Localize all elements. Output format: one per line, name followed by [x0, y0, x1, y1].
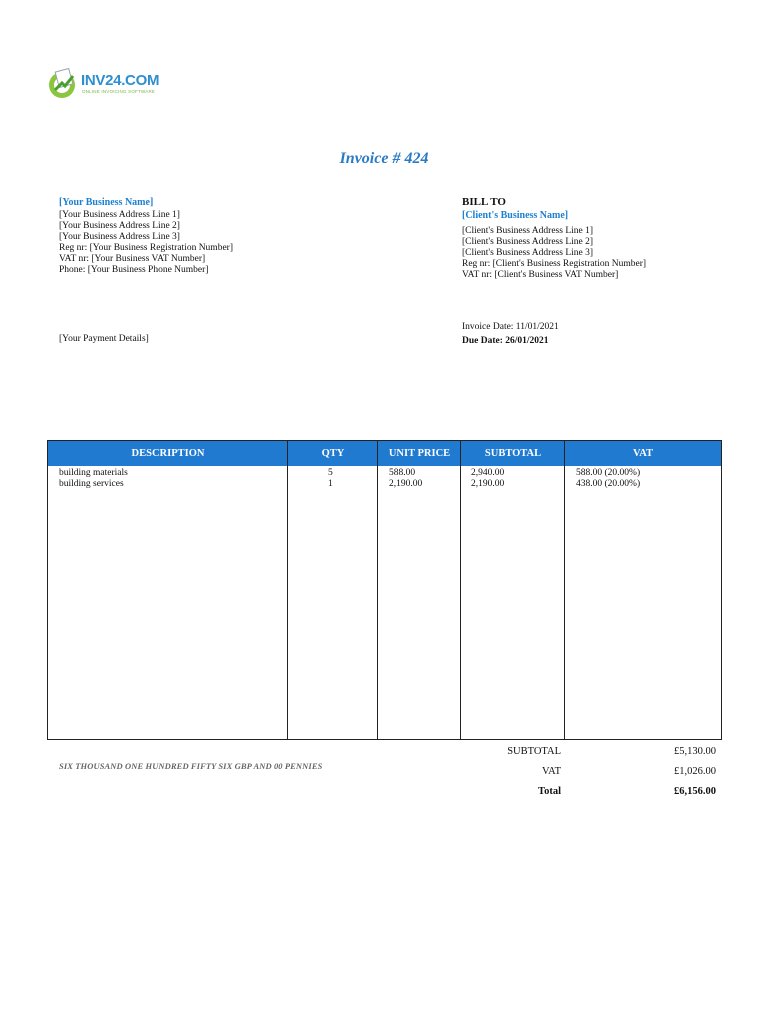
header-subtotal: SUBTOTAL — [484, 448, 542, 459]
cell-subtotal: 2,940.00 — [471, 468, 505, 478]
cell-description: building materials — [59, 468, 128, 478]
cell-vat: 588.00 (20.00%) — [576, 468, 641, 478]
logo-name: INV24.COM — [81, 72, 160, 89]
invoice-dates — [462, 320, 559, 348]
business-phone: Phone: [Your Business Phone Number] — [59, 265, 209, 275]
subtotal-row — [460, 742, 722, 762]
business-address-line-1: [Your Business Address Line 1] — [59, 210, 180, 220]
subtotal-value: £5,130.00 — [674, 746, 716, 757]
business-address-line-2: [Your Business Address Line 2] — [59, 221, 180, 231]
cell-qty: 1 — [328, 479, 333, 489]
total-label: Total — [538, 786, 561, 797]
client-vat-number: VAT nr: [Client's Business VAT Number] — [462, 270, 619, 280]
logo-emblem-icon — [47, 66, 79, 100]
subtotal-label: SUBTOTAL — [507, 746, 561, 757]
header-description: DESCRIPTION — [131, 448, 205, 459]
invoice-date: Invoice Date: 11/01/2021 — [462, 322, 559, 332]
total-value: £6,156.00 — [674, 786, 716, 797]
client-address-line-3: [Client's Business Address Line 3] — [462, 248, 594, 258]
total-row — [460, 782, 722, 802]
vat-label: VAT — [541, 766, 561, 777]
business-vat-number: VAT nr: [Your Business VAT Number] — [59, 254, 206, 264]
header-qty: QTY — [321, 448, 345, 459]
cell-unit-price: 588.00 — [389, 468, 416, 478]
header-unit-price: UNIT PRICE — [388, 448, 451, 459]
due-date: Due Date: 26/01/2021 — [462, 336, 549, 346]
client-name: [Client's Business Name] — [462, 210, 569, 221]
bill-to-details — [462, 197, 646, 281]
business-reg-number: Reg nr: [Your Business Registration Number] — [59, 243, 233, 253]
client-address-line-2: [Client's Business Address Line 2] — [462, 237, 594, 247]
business-name: [Your Business Name] — [59, 197, 154, 208]
cell-subtotal: 2,190.00 — [471, 479, 505, 489]
cell-unit-price: 2,190.00 — [389, 479, 423, 489]
cell-description: building services — [59, 479, 124, 489]
company-logo — [47, 66, 160, 102]
totals-summary — [460, 742, 722, 802]
business-details — [59, 197, 233, 276]
invoice-title: Invoice # 424 — [339, 150, 429, 167]
amount-in-words: SIX THOUSAND ONE HUNDRED FIFTY SIX GBP AND 00 PENNIES — [59, 761, 323, 771]
cell-qty: 5 — [328, 468, 333, 478]
logo-tagline: ONLINE INVOICING SOFTWARE — [82, 89, 156, 94]
bill-to-label: BILL TO — [462, 196, 506, 208]
line-items-table — [47, 440, 722, 740]
header-vat: VAT — [632, 448, 654, 459]
business-address-line-3: [Your Business Address Line 3] — [59, 232, 180, 242]
table-row — [48, 468, 721, 479]
client-reg-number: Reg nr: [Client's Business Registration Number] — [462, 259, 647, 269]
vat-value: £1,026.00 — [674, 766, 716, 777]
payment-details: [Your Payment Details] — [59, 334, 149, 344]
cell-vat: 438.00 (20.00%) — [576, 479, 641, 489]
vat-row — [460, 762, 722, 782]
client-address-line-1: [Client's Business Address Line 1] — [462, 226, 594, 236]
table-row — [48, 479, 721, 490]
